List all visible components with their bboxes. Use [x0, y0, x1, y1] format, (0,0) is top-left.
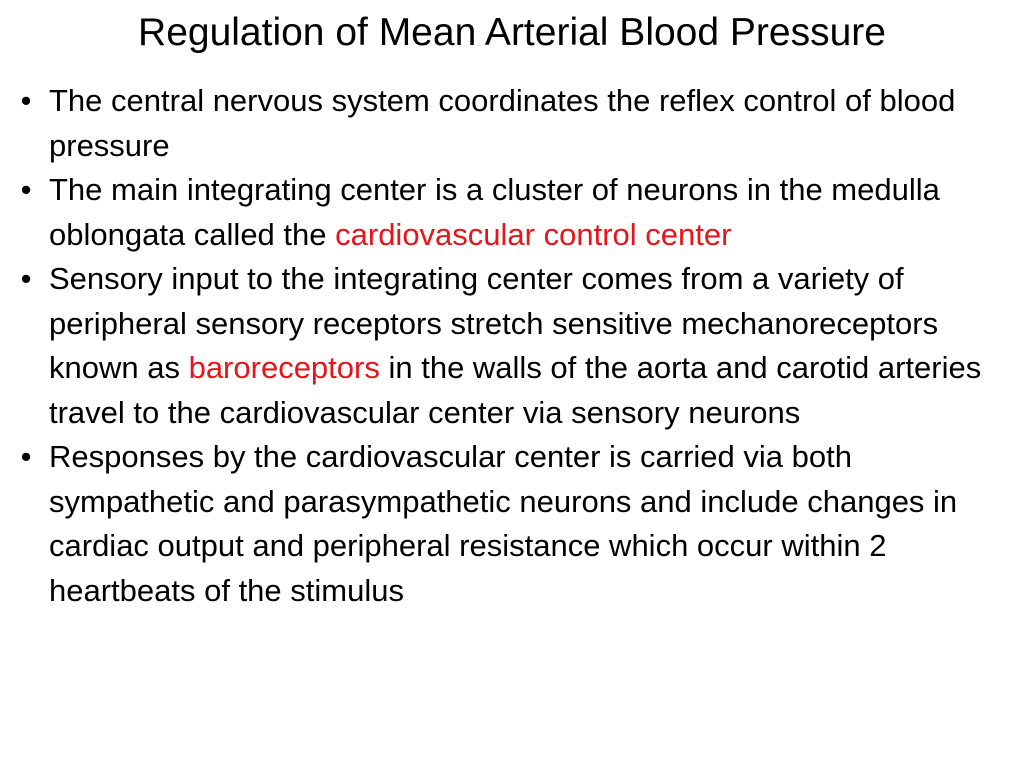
highlight-term: cardiovascular control center [335, 216, 732, 252]
bullet-dot-icon: • [20, 83, 32, 118]
bullet-list [14, 79, 1014, 613]
bullet-text: The central nervous system coordinates the reflex control of blood pressure [49, 83, 956, 163]
bullet-text-continued: in the walls of the aorta and carotid arteries travel to the cardiovascular center via sensory neurons [49, 350, 982, 430]
bullet-dot-icon: • [20, 261, 32, 296]
bullet-text: Responses by the cardiovascular center is carried via both sympathetic and parasympathetic neurons and include changes in cardiac output and peripheral resistance which occur within 2 heartbeats of the stimulus [49, 439, 958, 608]
bullet-item [14, 168, 1014, 257]
bullet-text: Sensory input to the integrating center comes from a variety of peripheral sensory receptors stretch sensitive mechanoreceptors known as [49, 261, 939, 385]
bullet-item [14, 435, 1014, 613]
bullet-item [14, 79, 1014, 168]
highlight-term: baroreceptors [188, 350, 380, 385]
bullet-item [14, 257, 1014, 435]
bullet-dot-icon: • [20, 439, 32, 474]
slide-title: Regulation of Mean Arterial Blood Pressure [138, 11, 886, 54]
bullet-dot-icon: • [20, 172, 32, 207]
bullet-text: The main integrating center is a cluster of neurons in the medulla oblongata called the [49, 172, 940, 252]
